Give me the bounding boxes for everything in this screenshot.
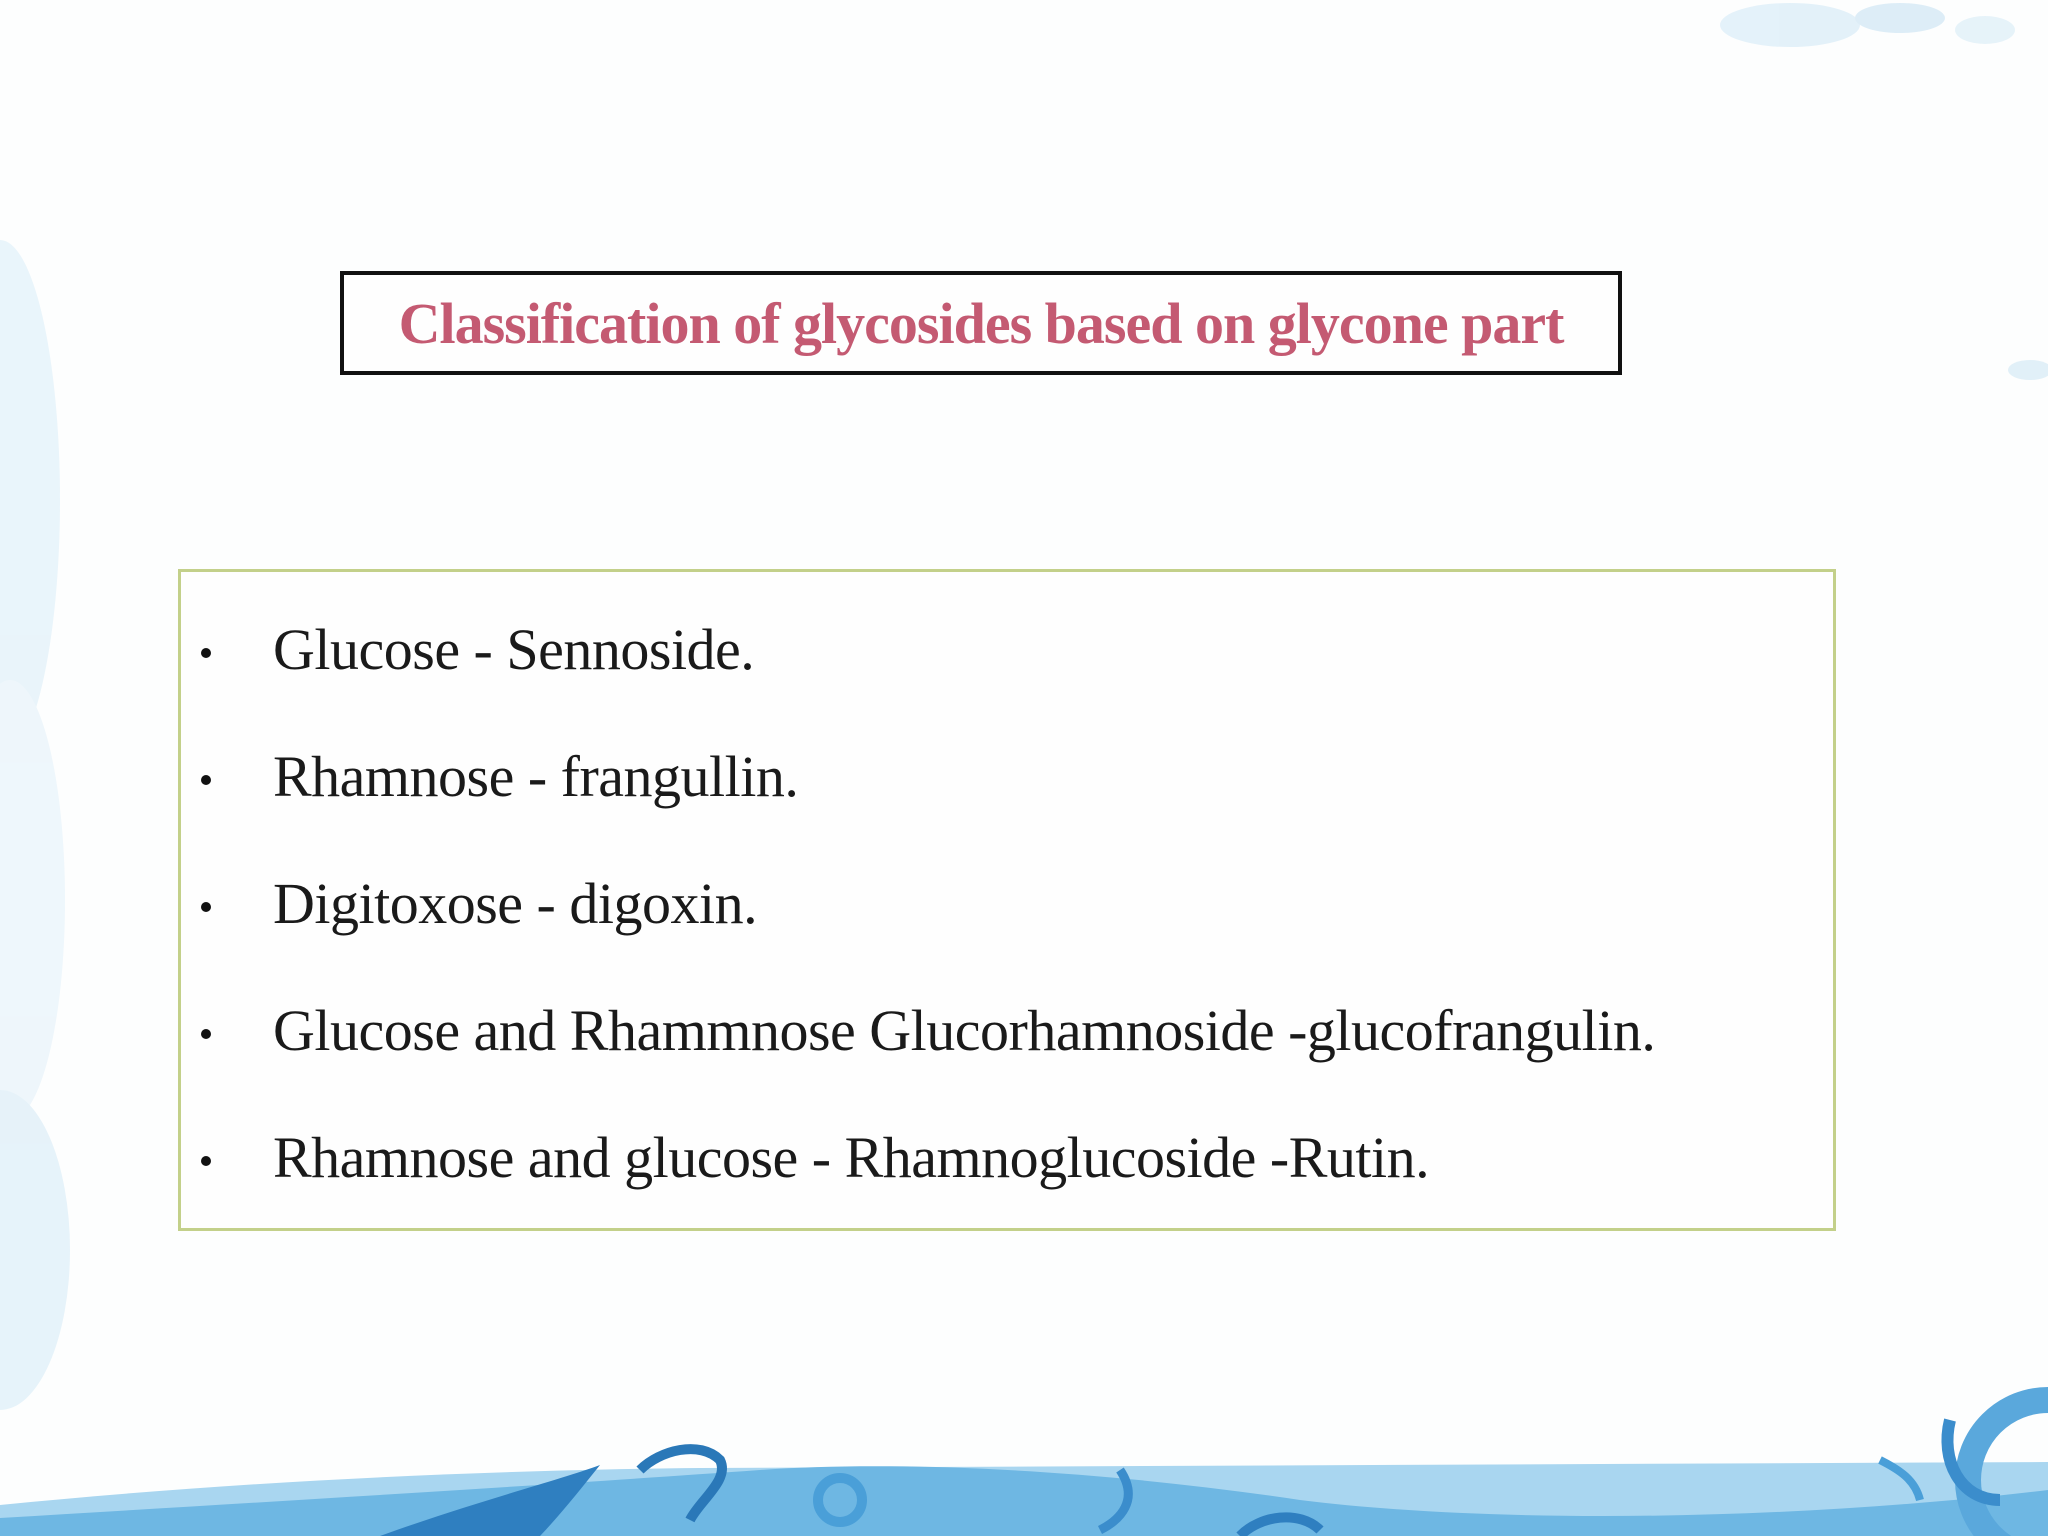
list-item xyxy=(201,1124,1655,1251)
bottom-wave xyxy=(0,1449,2048,1536)
list-item-text: Glucose and Rhammnose Glucorhamnoside -glucofrangulin. xyxy=(273,998,1656,1063)
content-box xyxy=(178,569,1836,1231)
bullet-list xyxy=(201,616,1655,1251)
list-item-text: Rhamnose - frangullin. xyxy=(273,744,799,809)
list-item-text: Digitoxose - digoxin. xyxy=(273,871,758,936)
bullet-icon xyxy=(201,1156,211,1166)
bullet-icon xyxy=(201,1029,211,1039)
list-item xyxy=(201,870,1655,997)
title-box xyxy=(340,271,1622,375)
top-right-splatter xyxy=(1720,3,2048,380)
bullet-icon xyxy=(201,902,211,912)
list-item-text: Rhamnose and glucose - Rhamnoglucoside -Rutin. xyxy=(273,1125,1430,1190)
list-item xyxy=(201,997,1655,1124)
left-edge-wash xyxy=(0,240,70,1410)
slide-title: Classification of glycosides based on glycone part xyxy=(398,290,1564,356)
list-item-text: Glucose - Sennoside. xyxy=(273,617,755,682)
bullet-icon xyxy=(201,775,211,785)
bullet-icon xyxy=(201,648,211,658)
list-item xyxy=(201,616,1655,743)
list-item xyxy=(201,743,1655,870)
